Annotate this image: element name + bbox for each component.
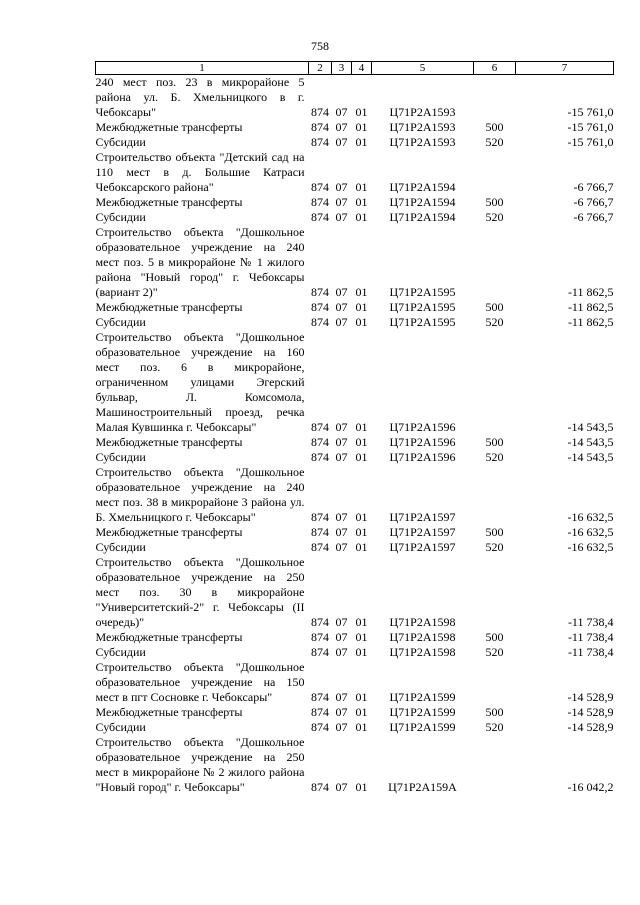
row-vr: 520 [485, 645, 504, 659]
row-code: Ц71Р2А1598 [389, 615, 456, 629]
row-code: Ц71Р2А1594 [389, 180, 456, 194]
row-gr: 874 [311, 780, 329, 794]
row-pr: 01 [355, 525, 368, 539]
row-rz: 07 [335, 315, 348, 329]
table-row [96, 435, 614, 450]
table-body [96, 75, 614, 796]
row-rz: 07 [335, 720, 348, 734]
row-sum: -14 528,9 [567, 690, 614, 704]
row-rz: 07 [335, 120, 348, 134]
table-row [96, 465, 614, 525]
row-pr: 01 [355, 435, 368, 449]
row-rz: 07 [335, 615, 348, 629]
row-name: Строительство объекта "Дошкольное образовательное учреждение на 150 мест в пгт Сосновке г. Чебоксары" [95, 660, 305, 704]
row-vr [474, 465, 516, 525]
row-name: Субсидии [95, 720, 146, 734]
row-sum: -11 738,4 [567, 630, 614, 644]
table-row [96, 195, 614, 210]
row-pr: 01 [355, 210, 368, 224]
table-row [96, 225, 614, 300]
table-row [96, 315, 614, 330]
table-row [96, 630, 614, 645]
row-rz: 07 [335, 180, 348, 194]
row-pr: 01 [355, 690, 368, 704]
row-code: Ц71Р2А1593 [389, 120, 456, 134]
row-name: Строительство объекта "Дошкольное образовательное учреждение на 250 мест в микрорайоне № 2 жилого района "Новый город" г. Чебоксары" [95, 735, 305, 794]
header-cell: 1 [96, 62, 309, 75]
row-rz: 07 [335, 285, 348, 299]
row-rz: 07 [335, 780, 348, 794]
header-cell: 3 [332, 62, 352, 75]
row-gr: 874 [311, 690, 329, 704]
row-rz: 07 [335, 540, 348, 554]
row-pr: 01 [355, 720, 368, 734]
row-code: Ц71Р2А159А [388, 780, 457, 794]
row-rz: 07 [335, 630, 348, 644]
table-row [96, 300, 614, 315]
row-gr: 874 [311, 645, 329, 659]
row-rz: 07 [335, 420, 348, 434]
row-pr: 01 [355, 645, 368, 659]
header-cell: 2 [309, 62, 332, 75]
header-cell: 5 [372, 62, 474, 75]
row-sum: -6 766,7 [573, 180, 614, 194]
row-gr: 874 [311, 615, 329, 629]
row-vr [474, 735, 516, 795]
row-code: Ц71Р2А1594 [389, 210, 456, 224]
row-gr: 874 [311, 300, 329, 314]
row-pr: 01 [355, 540, 368, 554]
row-gr: 874 [311, 135, 329, 149]
row-gr: 874 [311, 315, 329, 329]
row-rz: 07 [335, 645, 348, 659]
row-sum: -16 042,2 [567, 780, 614, 794]
row-name: Межбюджетные трансферты [95, 435, 243, 449]
row-code: Ц71Р2А1596 [389, 450, 456, 464]
row-rz: 07 [335, 105, 348, 119]
row-vr: 500 [485, 120, 504, 134]
row-rz: 07 [335, 435, 348, 449]
row-pr: 01 [355, 195, 368, 209]
row-rz: 07 [335, 690, 348, 704]
row-sum: -11 738,4 [567, 645, 614, 659]
row-code: Ц71Р2А1599 [389, 690, 456, 704]
page-number: 758 [311, 39, 329, 53]
table-row [96, 135, 614, 150]
row-code: Ц71Р2А1596 [389, 435, 456, 449]
table-row [96, 735, 614, 795]
row-name: Межбюджетные трансферты [95, 120, 243, 134]
row-name: Субсидии [95, 450, 146, 464]
row-rz: 07 [335, 510, 348, 524]
row-sum: -15 761,0 [567, 120, 614, 134]
row-pr: 01 [355, 300, 368, 314]
row-code: Ц71Р2А1593 [389, 135, 456, 149]
row-gr: 874 [311, 450, 329, 464]
table-row [96, 540, 614, 555]
row-name: Субсидии [95, 540, 146, 554]
row-vr: 520 [485, 135, 504, 149]
row-name: Субсидии [95, 315, 146, 329]
row-pr: 01 [355, 780, 368, 794]
row-vr: 500 [485, 630, 504, 644]
row-sum: -14 528,9 [567, 705, 614, 719]
row-sum: -11 862,5 [567, 300, 614, 314]
row-name: Межбюджетные трансферты [95, 300, 243, 314]
row-gr: 874 [311, 285, 329, 299]
row-vr: 500 [485, 525, 504, 539]
row-gr: 874 [311, 195, 329, 209]
row-code: Ц71Р2А1598 [389, 645, 456, 659]
header-cell: 6 [474, 62, 516, 75]
table-row [96, 120, 614, 135]
row-pr: 01 [355, 180, 368, 194]
row-pr: 01 [355, 420, 368, 434]
row-name: Субсидии [95, 645, 146, 659]
row-sum: -14 543,5 [567, 435, 614, 449]
row-name: Строительство объекта "Дошкольное образовательное учреждение на 160 мест поз. 6 в микрорайоне, ограниченном улицами Эгерский бульвар, Л. Комсомола, Машиностроительный проезд, речка Малая Кувшинка г. Чебоксары" [95, 330, 305, 434]
table-row [96, 150, 614, 195]
row-code: Ц71Р2А1593 [389, 105, 456, 119]
row-vr [474, 330, 516, 435]
row-rz: 07 [335, 210, 348, 224]
table-row [96, 555, 614, 630]
row-code: Ц71Р2А1595 [389, 300, 456, 314]
row-vr [474, 660, 516, 705]
row-name: Строительство объекта "Дошкольное образовательное учреждение на 240 мест поз. 38 в микрорайоне 3 района ул. Б. Хмельницкого г. Чебоксары" [95, 465, 305, 524]
row-sum: -11 862,5 [567, 285, 614, 299]
row-gr: 874 [311, 630, 329, 644]
row-name: Межбюджетные трансферты [95, 630, 243, 644]
row-vr: 500 [485, 435, 504, 449]
row-sum: -16 632,5 [567, 540, 614, 554]
row-vr: 520 [485, 450, 504, 464]
row-rz: 07 [335, 300, 348, 314]
table-row [96, 450, 614, 465]
row-pr: 01 [355, 105, 368, 119]
row-name: Строительство объекта "Дошкольное образовательное учреждение на 250 мест поз. 30 в микрорайоне "Университетский-2" г. Чебоксары (II очередь)" [95, 555, 305, 629]
row-gr: 874 [311, 705, 329, 719]
row-name: Межбюджетные трансферты [95, 525, 243, 539]
row-pr: 01 [355, 315, 368, 329]
row-vr: 520 [485, 315, 504, 329]
row-gr: 874 [311, 435, 329, 449]
table-row [96, 75, 614, 121]
row-gr: 874 [311, 720, 329, 734]
row-pr: 01 [355, 285, 368, 299]
table-row [96, 720, 614, 735]
row-sum: -15 761,0 [567, 105, 614, 119]
row-gr: 874 [311, 120, 329, 134]
row-gr: 874 [311, 540, 329, 554]
row-code: Ц71Р2А1597 [389, 510, 456, 524]
row-vr [474, 150, 516, 195]
row-gr: 874 [311, 180, 329, 194]
row-gr: 874 [311, 105, 329, 119]
row-code: Ц71Р2А1595 [389, 285, 456, 299]
table-row [96, 645, 614, 660]
row-pr: 01 [355, 705, 368, 719]
row-rz: 07 [335, 135, 348, 149]
row-rz: 07 [335, 525, 348, 539]
row-gr: 874 [311, 525, 329, 539]
row-name: Строительство объекта "Детский сад на 110 мест в д. Большие Катраси Чебоксарского района" [95, 150, 305, 194]
row-sum: -14 528,9 [567, 720, 614, 734]
row-pr: 01 [355, 135, 368, 149]
row-pr: 01 [355, 510, 368, 524]
row-pr: 01 [355, 120, 368, 134]
row-code: Ц71Р2А1597 [389, 525, 456, 539]
row-vr [474, 555, 516, 630]
row-rz: 07 [335, 450, 348, 464]
row-sum: -16 632,5 [567, 525, 614, 539]
row-vr: 520 [485, 540, 504, 554]
row-sum: -6 766,7 [573, 195, 614, 209]
row-sum: -11 738,4 [567, 615, 614, 629]
row-sum: -14 543,5 [567, 420, 614, 434]
table-row [96, 525, 614, 540]
row-pr: 01 [355, 615, 368, 629]
row-code: Ц71Р2А1599 [389, 720, 456, 734]
row-rz: 07 [335, 705, 348, 719]
row-sum: -6 766,7 [573, 210, 614, 224]
header-cell: 7 [516, 62, 614, 75]
row-sum: -11 862,5 [567, 315, 614, 329]
row-sum: -14 543,5 [567, 450, 614, 464]
row-vr: 500 [485, 300, 504, 314]
row-code: Ц71Р2А1595 [389, 315, 456, 329]
row-sum: -15 761,0 [567, 135, 614, 149]
row-gr: 874 [311, 510, 329, 524]
header-cell: 4 [352, 62, 372, 75]
row-pr: 01 [355, 450, 368, 464]
table-row [96, 660, 614, 705]
row-sum: -16 632,5 [567, 510, 614, 524]
table-row [96, 330, 614, 435]
row-code: Ц71Р2А1598 [389, 630, 456, 644]
row-vr: 500 [485, 705, 504, 719]
row-code: Ц71Р2А1594 [389, 195, 456, 209]
row-name: Субсидии [95, 135, 146, 149]
row-gr: 874 [311, 210, 329, 224]
row-name: Субсидии [95, 210, 146, 224]
row-vr: 520 [485, 720, 504, 734]
row-name: Строительство объекта "Дошкольное образовательное учреждение на 240 мест поз. 5 в микрорайоне № 1 жилого района "Новый город" г. Чебоксары (вариант 2)" [95, 225, 305, 299]
row-rz: 07 [335, 195, 348, 209]
table-row [96, 210, 614, 225]
row-code: Ц71Р2А1596 [389, 420, 456, 434]
row-vr [474, 75, 516, 121]
row-gr: 874 [311, 420, 329, 434]
row-name: 240 мест поз. 23 в микрорайоне 5 района ул. Б. Хмельницкого в г. Чебоксары" [95, 75, 305, 119]
row-code: Ц71Р2А1597 [389, 540, 456, 554]
row-pr: 01 [355, 630, 368, 644]
row-name: Межбюджетные трансферты [95, 195, 243, 209]
row-vr: 520 [485, 210, 504, 224]
row-name: Межбюджетные трансферты [95, 705, 243, 719]
row-vr [474, 225, 516, 300]
table-row [96, 705, 614, 720]
header-row [96, 62, 614, 75]
row-vr: 500 [485, 195, 504, 209]
row-code: Ц71Р2А1599 [389, 705, 456, 719]
budget-table [95, 61, 614, 795]
